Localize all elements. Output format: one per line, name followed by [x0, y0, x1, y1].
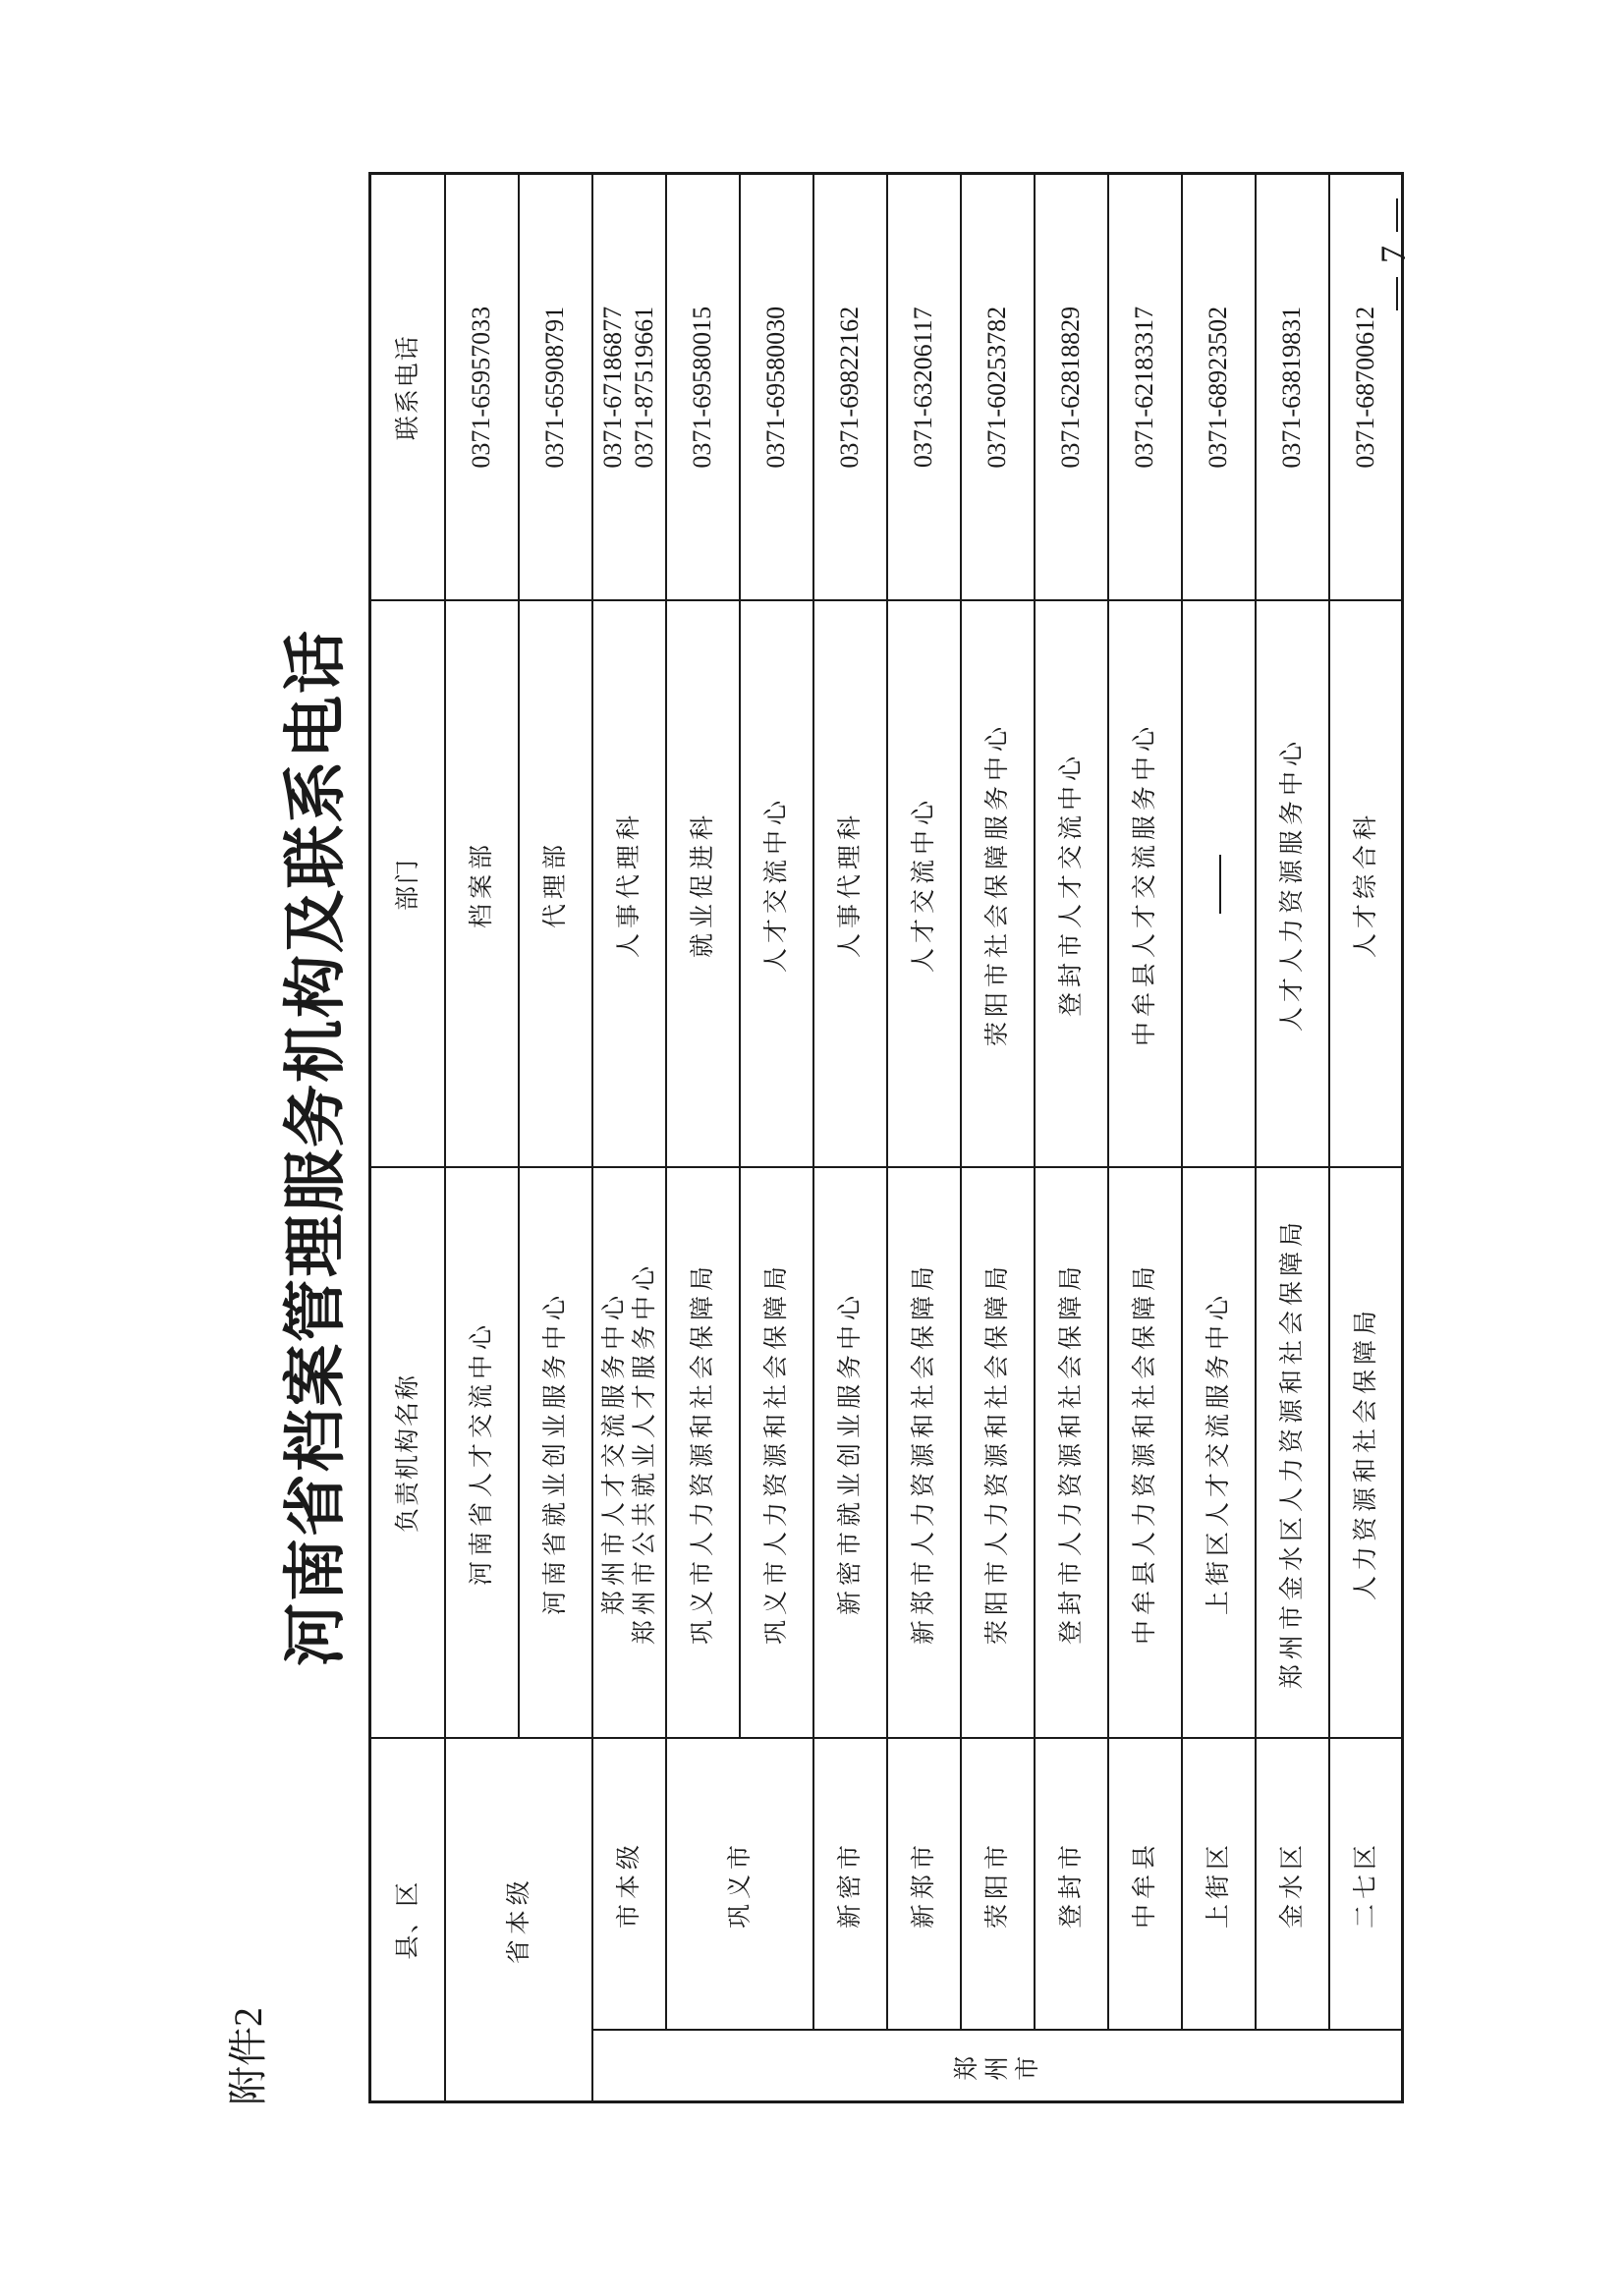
department-cell: 档案部 — [445, 600, 519, 1167]
institution-cell: 郑州市金水区人力资源和社会保障局 — [1256, 1167, 1329, 1738]
empty-dash — [1219, 855, 1221, 914]
phone-cell: 0371-65908791 — [519, 173, 592, 600]
district-cell: 新密市 — [813, 1738, 887, 2030]
institution-cell: 中牟县人力资源和社会保障局 — [1108, 1167, 1182, 1738]
institution-cell: 登封市人力资源和社会保障局 — [1035, 1167, 1108, 1738]
group-zhengzhou: 郑州市 — [592, 2031, 1403, 2102]
page-number-dash-right — [1396, 198, 1398, 232]
institution-line-2: 郑州市公共就业人才服务中心 — [630, 1260, 658, 1645]
institution-cell: 上街区人才交流服务中心 — [1182, 1167, 1256, 1738]
department-cell: 登封市人才交流中心 — [1035, 600, 1108, 1167]
phone-line-2: 0371-87519661 — [630, 306, 658, 469]
institution-line-1: 郑州市人才交流服务中心 — [598, 1290, 628, 1615]
table-row — [592, 173, 666, 2101]
phone-cell: 0371-60253782 — [961, 173, 1035, 600]
department-cell: 就业促进科 — [666, 600, 740, 1167]
district-cell: 市本级 — [592, 1738, 666, 2030]
table-row — [1182, 173, 1256, 2101]
district-cell: 金水区 — [1256, 1738, 1329, 2030]
district-cell: 新郑市 — [887, 1738, 961, 2030]
contact-table — [368, 172, 1404, 2103]
page-title: 河南省档案管理服务机构及联系电话 — [279, 629, 353, 1666]
district-cell: 上街区 — [1182, 1738, 1256, 2030]
institution-cell: 巩义市人力资源和社会保障局 — [666, 1167, 740, 1738]
header-region: 县、区 — [370, 1738, 445, 2101]
phone-cell: 0371-68923502 — [1182, 173, 1256, 600]
phone-cell: 0371-69822162 — [813, 173, 887, 600]
district-cell: 二七区 — [1329, 1738, 1403, 2030]
group-provincial: 省本级 — [445, 1738, 592, 2101]
table-row — [445, 173, 519, 2101]
institution-cell: 河南省人才交流中心 — [445, 1167, 519, 1738]
district-cell: 荥阳市 — [961, 1738, 1035, 2030]
table-row — [961, 173, 1035, 2101]
department-cell: 人事代理科 — [592, 600, 666, 1167]
table-row — [666, 173, 740, 2101]
department-cell: 人才交流中心 — [887, 600, 961, 1167]
phone-cell: 0371-63819831 — [1256, 173, 1329, 600]
attachment-label: 附件2 — [226, 2007, 270, 2105]
table-row — [887, 173, 961, 2101]
phone-cell: 0371-63206117 — [887, 173, 961, 600]
institution-cell: 河南省就业创业服务中心 — [519, 1167, 592, 1738]
department-cell: 人才交流中心 — [740, 600, 813, 1167]
phone-cell — [592, 173, 666, 600]
phone-cell: 0371-65957033 — [445, 173, 519, 600]
department-cell: 人才人力资源服务中心 — [1256, 600, 1329, 1167]
department-cell: 荥阳市社会保障服务中心 — [961, 600, 1035, 1167]
institution-cell: 新密市就业创业服务中心 — [813, 1167, 887, 1738]
department-cell — [1182, 600, 1256, 1167]
institution-cell: 巩义市人力资源和社会保障局 — [740, 1167, 813, 1738]
district-cell: 巩义市 — [666, 1738, 813, 2030]
institution-cell: 荥阳市人力资源和社会保障局 — [961, 1167, 1035, 1738]
table-row — [1108, 173, 1182, 2101]
page-number-value: 7 — [1373, 246, 1413, 263]
page-number — [1375, 0, 1411, 2295]
department-cell: 人事代理科 — [813, 600, 887, 1167]
table-header-row — [370, 173, 445, 2101]
header-phone: 联系电话 — [370, 173, 445, 600]
department-cell: 中牟县人才交流服务中心 — [1108, 600, 1182, 1167]
department-cell: 人才综合科 — [1329, 600, 1403, 1167]
district-cell: 中牟县 — [1108, 1738, 1182, 2030]
page-number-dash-left — [1396, 277, 1398, 310]
phone-cell: 0371-68700612 — [1329, 173, 1403, 600]
phone-line-1: 0371-67186877 — [597, 306, 627, 469]
phone-cell: 0371-69580015 — [666, 173, 740, 600]
phone-cell: 0371-62818829 — [1035, 173, 1108, 600]
department-cell: 代理部 — [519, 600, 592, 1167]
institution-cell — [592, 1167, 666, 1738]
header-department: 部门 — [370, 600, 445, 1167]
phone-cell: 0371-69580030 — [740, 173, 813, 600]
district-cell: 登封市 — [1035, 1738, 1108, 2030]
table-row — [1256, 173, 1329, 2101]
header-institution: 负责机构名称 — [370, 1167, 445, 1738]
institution-cell: 人力资源和社会保障局 — [1329, 1167, 1403, 1738]
institution-cell: 新郑市人力资源和社会保障局 — [887, 1167, 961, 1738]
table-row — [813, 173, 887, 2101]
phone-cell: 0371-62183317 — [1108, 173, 1182, 600]
table-row — [1035, 173, 1108, 2101]
